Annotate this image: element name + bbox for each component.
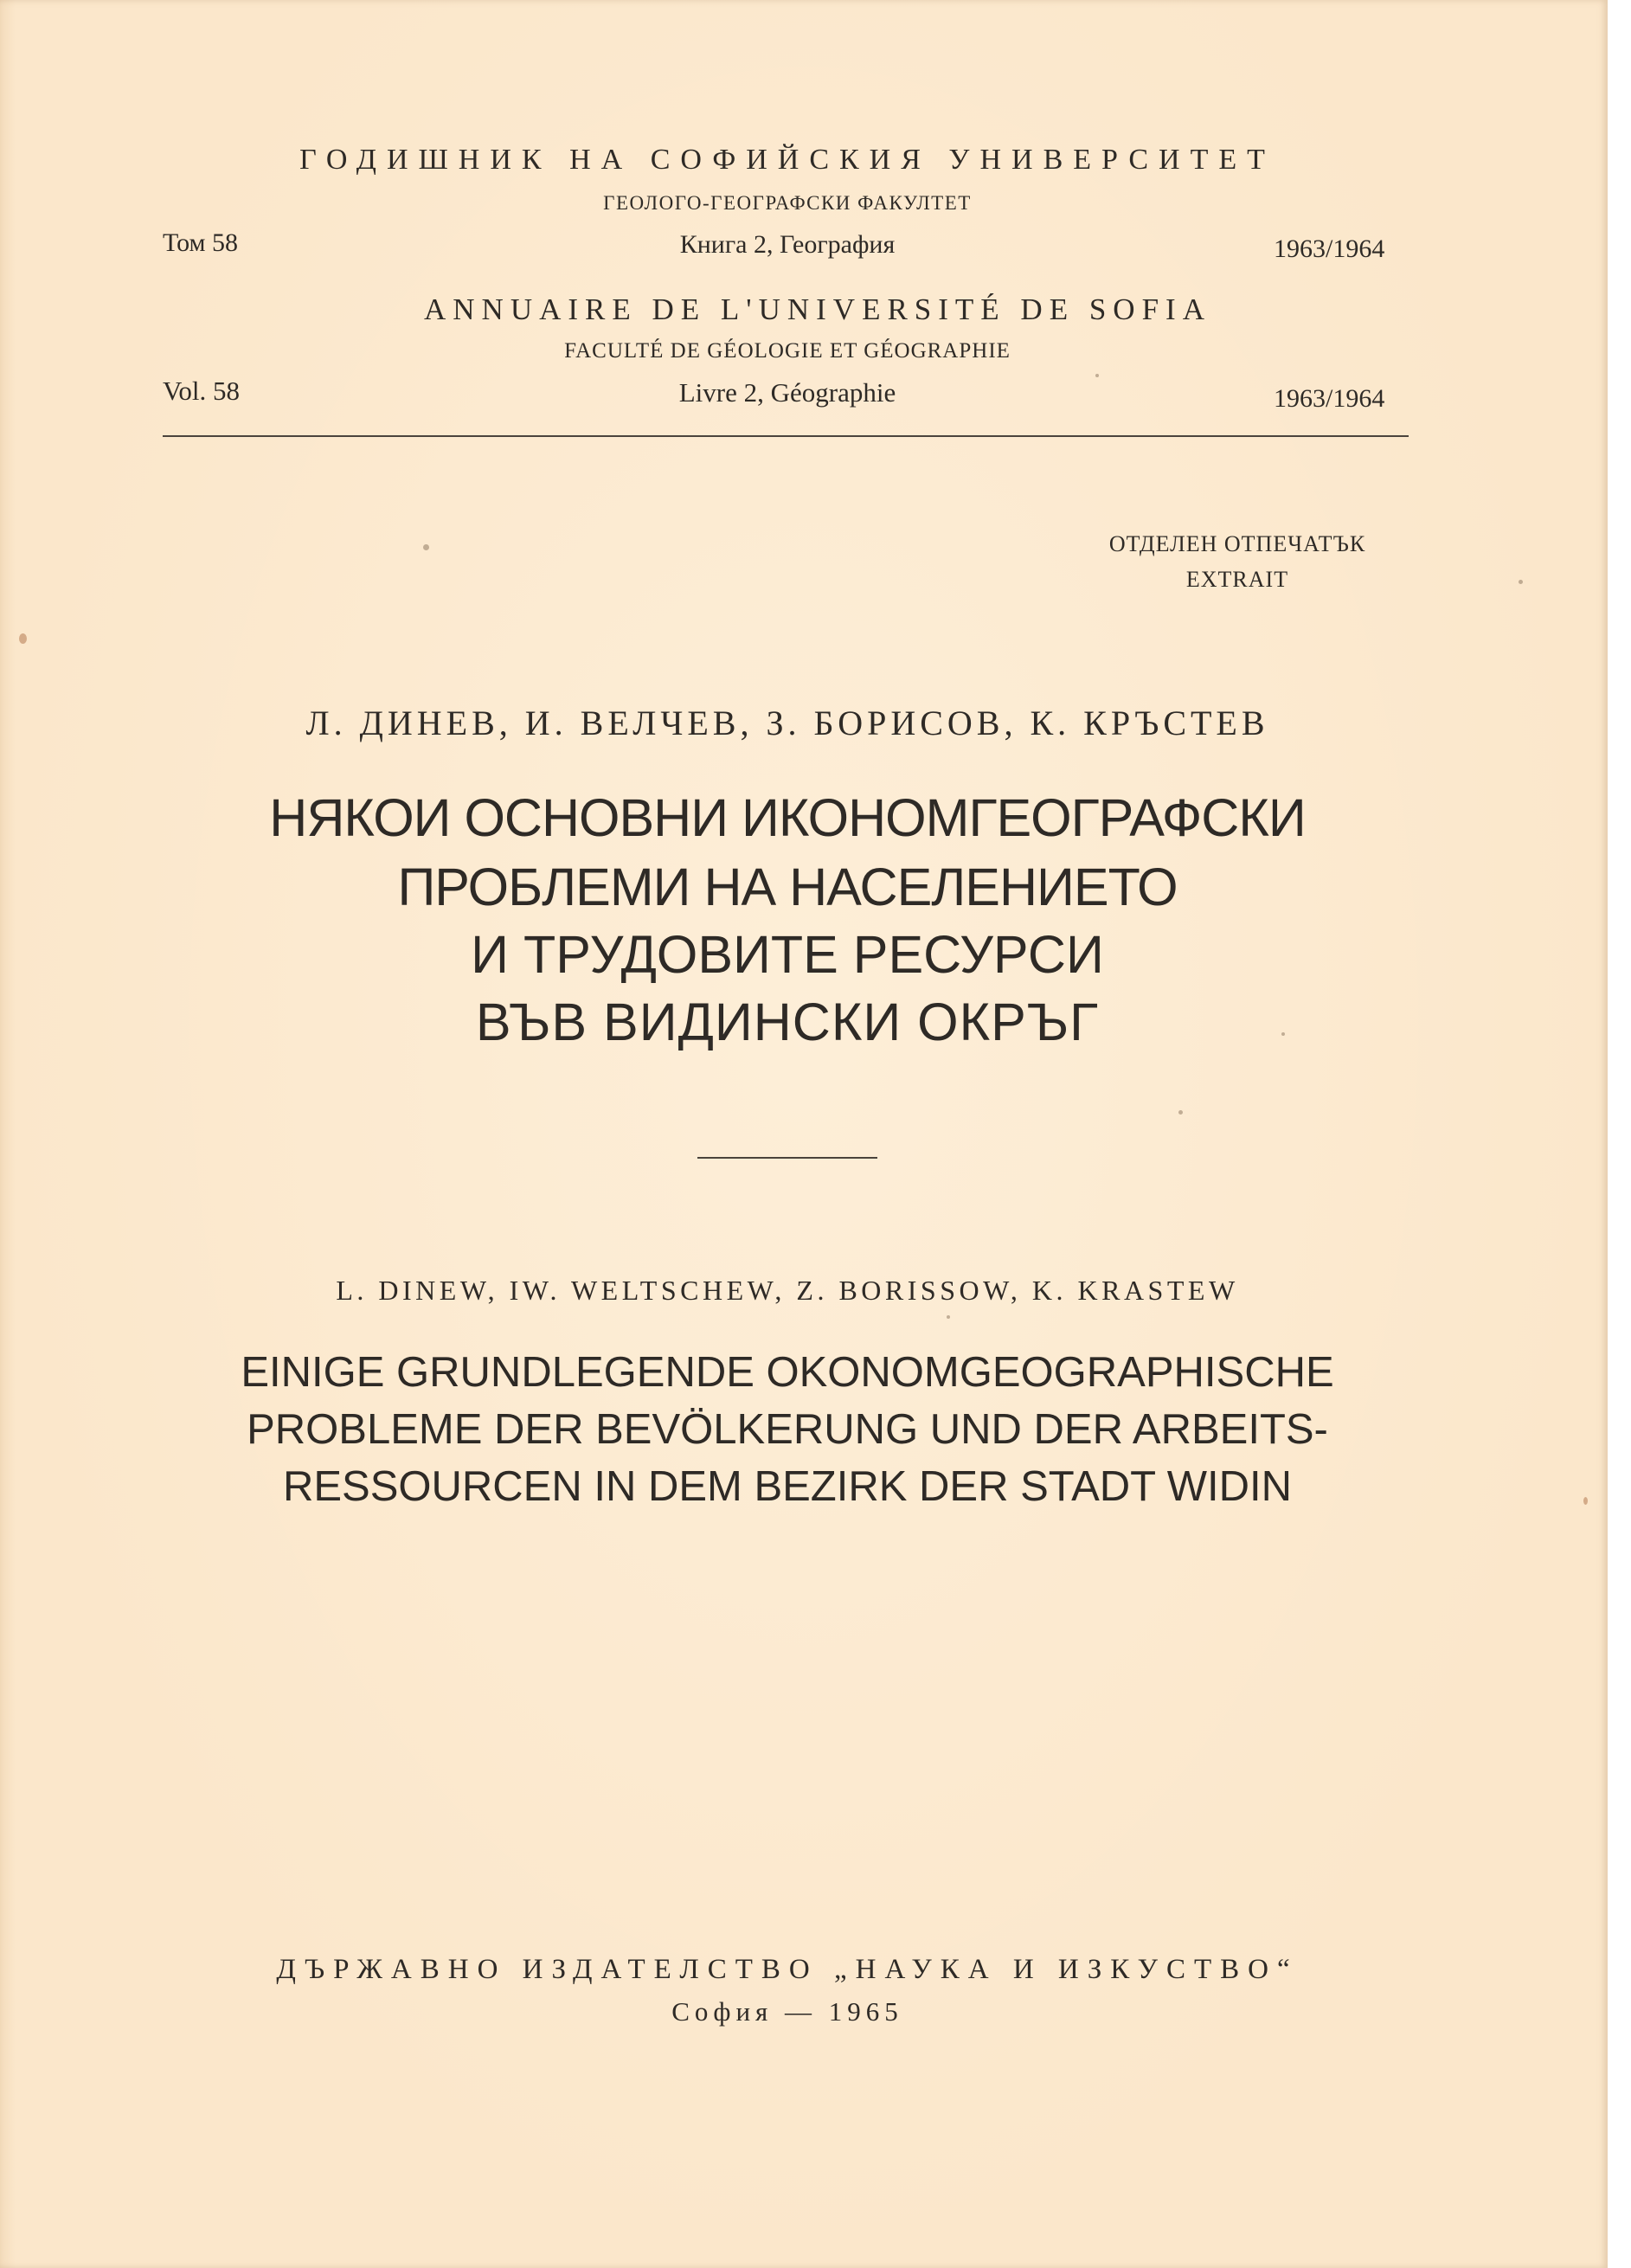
paper-speck <box>1583 1497 1588 1505</box>
offprint-label-bg: ОТДЕЛЕН ОТПЕЧАТЪК <box>1108 531 1366 556</box>
publisher-place-year: София — 1965 <box>671 1996 903 2027</box>
de-authors: L. DINEW, IW. WELTSCHEW, Z. BORISSOW, K. KRASTEW <box>336 1275 1239 1306</box>
header-divider <box>163 435 1409 437</box>
paper-speck <box>1281 1032 1285 1036</box>
de-title-line-1: EINIGE GRUNDLEGENDE OKONOMGEOGRAPHISCHE <box>241 1349 1334 1396</box>
fr-university-title: ANNUAIRE DE L'UNIVERSITÉ DE SOFIA <box>424 292 1211 326</box>
paper-speck <box>423 544 429 550</box>
paper-speck <box>947 1315 950 1319</box>
fr-book: Livre 2, Géographie <box>678 377 896 408</box>
bg-title-line-2: ПРОБЛЕМИ НА НАСЕЛЕНИЕТО <box>397 858 1178 916</box>
fr-faculty: FACULTÉ DE GÉOLOGIE ET GÉOGRAPHIE <box>564 339 1011 363</box>
section-divider <box>697 1157 877 1159</box>
publisher-name: ДЪРЖАВНО ИЗДАТЕЛСТВО „НАУКА И ИЗКУСТВО“ <box>276 1954 1299 1985</box>
bg-volume: Том 58 <box>163 228 238 257</box>
de-title-line-3: RESSOURCEN IN DEM BEZIRK DER STADT WIDIN <box>282 1463 1293 1510</box>
bg-years: 1963/1964 <box>1274 235 1385 263</box>
bg-university-title: ГОДИШНИК НА СОФИЙСКИЯ УНИВЕРСИТЕТ <box>299 144 1275 176</box>
fr-years: 1963/1964 <box>1274 384 1385 413</box>
paper-speck <box>19 633 27 644</box>
paper-speck <box>1095 374 1099 377</box>
paper-speck <box>1519 580 1523 584</box>
paper-speck <box>1178 1110 1183 1115</box>
de-title-line-2: PROBLEME DER BEVÖLKERUNG UND DER ARBEITS- <box>247 1406 1328 1453</box>
offprint-label-fr: EXTRAIT <box>1185 567 1289 592</box>
fr-volume: Vol. 58 <box>163 376 241 406</box>
bg-title-line-3: И ТРУДОВИТЕ РЕСУРСИ <box>471 925 1104 984</box>
bg-book: Книга 2, География <box>679 230 896 259</box>
bg-authors: Л. ДИНЕВ, И. ВЕЛЧЕВ, З. БОРИСОВ, К. КРЪСТЕВ <box>305 704 1269 742</box>
bg-title-line-1: НЯКОИ ОСНОВНИ ИКОНОМГЕОГРАФСКИ <box>269 788 1306 847</box>
bg-faculty: ГЕОЛОГО-ГЕОГРАФСКИ ФАКУЛТЕТ <box>603 192 972 214</box>
bg-title-line-4: ВЪВ ВИДИНСКИ ОКРЪГ <box>475 993 1100 1051</box>
